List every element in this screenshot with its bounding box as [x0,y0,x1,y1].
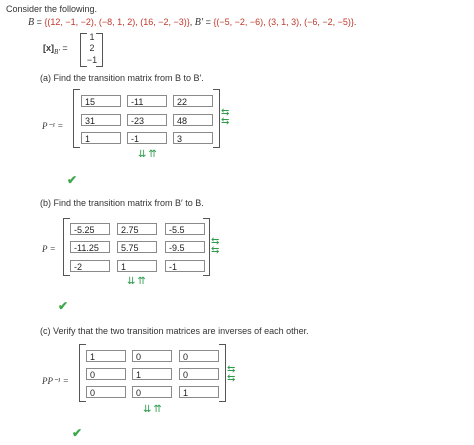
bprime-set: {(−5, −2, −6), (3, 1, 3), (−6, −2, −5)} [213,17,354,27]
matrix-b-cell-r2c2[interactable]: 5.75 [117,241,157,253]
matrix-a-cell-r1c3[interactable]: 22 [173,95,213,107]
matrix-b-cell-r1c1[interactable]: -5.25 [70,223,110,235]
matrix-c-cell-r2c2[interactable]: 1 [132,368,172,380]
matrix-b-col-ops-icon[interactable]: ⇊⇈ [127,276,148,287]
matrix-c-cell-r3c2[interactable]: 0 [132,386,172,398]
part-c-checkmark-icon: ✔ [72,426,83,440]
part-a-question: (a) Find the transition matrix from B to B′. [40,73,204,83]
part-c-matrix-label: PP⁻¹ = [42,376,69,386]
matrix-c-cell-r3c3[interactable]: 1 [179,386,219,398]
matrix-b-cell-r1c2[interactable]: 2.75 [117,223,157,235]
matrix-c-row-ops-icon[interactable]: ⇆ ⇆ [227,364,236,384]
matrix-a-cell-r2c1[interactable]: 31 [81,114,121,126]
vector-right-bracket [96,33,103,67]
matrix-a-row-ops-icon[interactable]: ⇆ ⇆ [221,107,230,127]
matrix-a-cell-r2c3[interactable]: 48 [173,114,213,126]
bprime-label: B′ [194,17,204,28]
matrix-c-cell-r2c1[interactable]: 0 [86,368,126,380]
matrix-a-cell-r2c2[interactable]: -23 [127,114,167,126]
part-a-matrix-label: P⁻¹ = [42,121,64,131]
matrix-b-left-bracket [63,218,70,276]
matrix-b-row-ops-icon[interactable]: ⇆ ⇆ [211,236,220,256]
vector-value-2: 2 [89,43,95,53]
matrix-c-left-bracket [79,344,86,402]
matrix-b-cell-r2c1[interactable]: -11.25 [70,241,110,253]
matrix-b-cell-r1c3[interactable]: -5.5 [165,223,205,235]
matrix-a-right-bracket [213,89,220,148]
matrix-b-cell-r3c3[interactable]: -1 [165,260,205,272]
matrix-b-cell-r3c2[interactable]: 1 [117,260,157,272]
matrix-a-left-bracket [73,89,80,148]
matrix-c-cell-r2c3[interactable]: 0 [179,368,219,380]
b-set: {(12, −1, −2), (−8, 1, 2), (16, −2, −3)} [44,17,190,27]
b-label: B [28,17,35,28]
basis-definition: B = {(12, −1, −2), (−8, 1, 2), (16, −2, −3)}, B′ = {(−5, −2, −6), (3, 1, 3), (−6, −2, −5)}. [28,17,357,28]
coordinate-vector-label: $[x]_{B'}$ = [43,43,68,56]
part-b-checkmark-icon: ✔ [58,299,69,313]
matrix-c-col-ops-icon[interactable]: ⇊⇈ [143,404,164,415]
matrix-a-cell-r3c1[interactable]: 1 [81,132,121,144]
vector-value-1: 1 [89,32,95,42]
intro-text: Consider the following. [6,4,98,14]
matrix-a-cell-r1c1[interactable]: 15 [81,95,121,107]
matrix-a-cell-r1c2[interactable]: -11 [127,95,167,107]
matrix-a-cell-r3c2[interactable]: -1 [127,132,167,144]
matrix-c-right-bracket [219,344,226,402]
part-c-question: (c) Verify that the two transition matrices are inverses of each other. [40,326,309,336]
matrix-a-cell-r3c3[interactable]: 3 [173,132,213,144]
matrix-a-col-ops-icon[interactable]: ⇊⇈ [138,149,159,160]
matrix-b-cell-r3c1[interactable]: -2 [70,260,110,272]
matrix-c-cell-r1c2[interactable]: 0 [132,350,172,362]
matrix-b-right-bracket [203,218,210,276]
matrix-c-cell-r1c1[interactable]: 1 [86,350,126,362]
part-a-checkmark-icon: ✔ [67,173,78,187]
part-b-matrix-label: P = [42,244,56,254]
matrix-b-cell-r2c3[interactable]: -9.5 [165,241,205,253]
part-b-question: (b) Find the transition matrix from B′ to B. [40,198,204,208]
vector-value-3: −1 [86,55,98,65]
matrix-c-cell-r3c1[interactable]: 0 [86,386,126,398]
matrix-c-cell-r1c3[interactable]: 0 [179,350,219,362]
